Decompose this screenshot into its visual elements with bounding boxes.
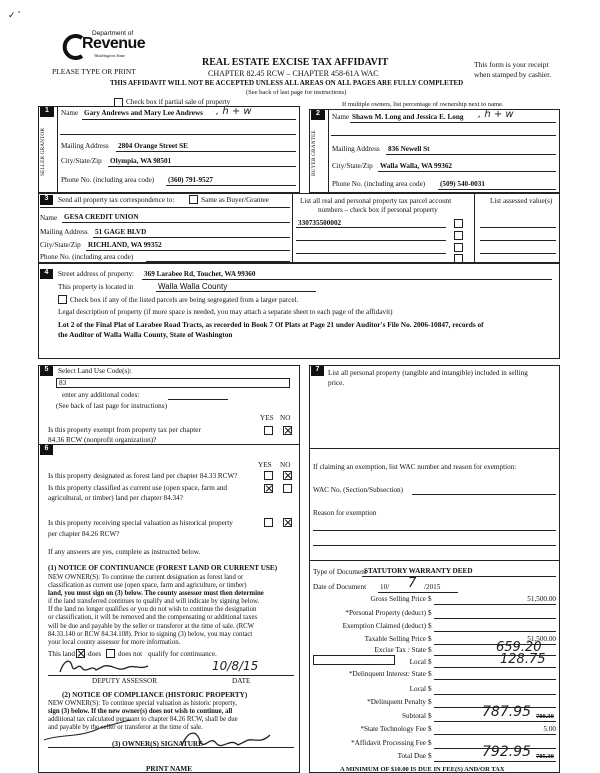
buyer-phone-label: Phone No. (including area code) <box>332 180 426 188</box>
exempt-question-1: Is this property exempt from property tax per chapter <box>48 426 201 434</box>
delinquent-penalty-label: *Delinquent Penalty <box>367 698 426 706</box>
corr-city-label: City/State/Zip <box>40 241 81 249</box>
street-label: Street address of property: <box>58 270 135 278</box>
total-dollar: $ <box>428 752 432 760</box>
historic-no-checkbox[interactable] <box>283 518 292 527</box>
exempt-yes-checkbox[interactable] <box>264 426 273 435</box>
s5-yes-header: YES <box>260 414 274 422</box>
send-correspondence-label: Send all property tax correspondence to: <box>58 196 175 204</box>
exemption-label: If claiming an exemption, list WAC number and reason for exemption: <box>313 463 517 471</box>
qualify-label: qualify for continuance. <box>148 650 217 658</box>
segregated-checkbox[interactable] <box>58 295 67 304</box>
seller-phone-label: Phone No. (including area code) <box>61 176 155 184</box>
tech-fee-label: *State Technology Fee <box>360 725 426 733</box>
form-title: REAL ESTATE EXCISE TAX AFFIDAVIT <box>202 57 389 68</box>
corr-addr: 51 GAGE BLVD <box>95 228 147 236</box>
multiple-owners-note: If multiple owners, list percentage of ownership next to name. <box>342 101 504 108</box>
date-label: DATE <box>232 677 251 685</box>
buyer-city-label: City/State/Zip <box>332 162 373 170</box>
parcel-header-2: numbers – check box if personal property <box>318 206 438 214</box>
current-use-yes-checkbox[interactable] <box>264 484 273 493</box>
s5-no-header: NO <box>280 414 291 422</box>
s6-no-header: NO <box>280 461 291 469</box>
corr-phone-label: Phone No. (including area code) <box>40 253 134 261</box>
parcel-header-1: List all real and personal property tax parcel account <box>300 197 452 205</box>
tech-fee-dollar: $ <box>428 725 432 733</box>
doc-type-label: Type of Document <box>313 568 367 576</box>
seller-addr: 2804 Orange Street SE <box>118 142 188 150</box>
section-1-number: 1 <box>40 107 54 117</box>
subtotal-label: Subtotal <box>402 712 426 720</box>
form-chapter: CHAPTER 82.45 RCW – CHAPTER 458-61A WAC <box>208 69 379 78</box>
buyer-side-label: BUYER GRANTEE <box>311 130 317 176</box>
taxable-label: Taxable Selling Price <box>364 635 426 643</box>
delinquent-interest-label: *Delinquent Interest: State <box>348 670 426 678</box>
print-name-label: PRINT NAME <box>146 765 192 773</box>
personal-dollar: $ <box>428 609 432 617</box>
notice-continuance-text: NEW OWNER(S): To continue the current designation as forest land or classification as current use (open space, farm and agriculture, or timber) land, you must sign on (3) below. The county assessor must then determine if the land transferred continues to qualify and will indicate by signing below. If the land no longer qualifies or you do not wish to continue the designation or classification, it will be removed and the compensating or additional taxes will be due and payable by the seller or transferor at the time of sale. (RCW 84.33.140 or RCW 84.34.108). Prior to signing (3) below, you may contact your local county assessor for more information. <box>48 574 264 646</box>
section-7-number: 7 <box>311 366 324 376</box>
s6-yes-header: YES <box>258 461 272 469</box>
receipt-note-2: when stamped by cashier. <box>474 70 552 79</box>
partial-sale-label: Check box if partial sale of property <box>126 98 231 106</box>
receipt-note-1: This form is your receipt <box>474 60 549 69</box>
gross-label: Gross Selling Price <box>370 595 426 603</box>
total-struck: 785.30 <box>536 753 554 760</box>
taxable-dollar: $ <box>428 635 432 643</box>
doc-date-month: 10/ <box>380 583 390 591</box>
historic-yes-checkbox[interactable] <box>264 518 273 527</box>
see-back-header: (See back of last page for instructions) <box>246 89 347 96</box>
section-2-number: 2 <box>311 110 325 120</box>
excise-state-value: 659.20 <box>496 640 542 655</box>
gross-value: 51,500.00 <box>527 595 556 603</box>
affidavit-fee-label: *Affidavit Processing Fee <box>351 739 426 747</box>
excise-state-dollar: $ <box>428 646 432 654</box>
section-3-number: 3 <box>40 195 53 205</box>
affidavit-fee-dollar: $ <box>428 739 432 747</box>
please-type: PLEASE TYPE OR PRINT <box>52 67 136 76</box>
wac-label: WAC No. (Section/Subsection) <box>313 486 404 494</box>
buyer-addr-label: Mailing Address <box>332 145 380 153</box>
current-use-question-1: Is this property classified as current use (open space, farm and <box>48 484 228 492</box>
form-warning: THIS AFFIDAVIT WILL NOT BE ACCEPTED UNLESS ALL AREAS ON ALL PAGES ARE FULLY COMPLETED <box>110 79 464 87</box>
buyer-city: Walla Walla, WA 99362 <box>380 162 453 170</box>
buyer-name-label: Name <box>332 113 350 121</box>
this-land-label: This land <box>48 650 75 658</box>
corr-name-label: Name <box>40 214 58 222</box>
land-use-see-back: (See back of last page for instructions) <box>56 402 167 410</box>
doc-type: STATUTORY WARRANTY DEED <box>364 567 473 575</box>
assessed-header: List assessed value(s) <box>490 197 553 205</box>
doc-date-day: 7 <box>408 576 417 591</box>
location-label: This property is located in <box>58 283 134 291</box>
does-label: does <box>88 650 102 658</box>
section-4-number: 4 <box>40 269 53 279</box>
seller-city: Olympia, WA 98501 <box>110 157 172 165</box>
legal-description-2: the Auditor of Walla Walla County, State of Washington <box>58 330 233 339</box>
doc-date-label: Date of Document <box>313 583 367 591</box>
historic-question-2: per chapter 84.26 RCW? <box>48 530 120 538</box>
street-address: 369 Larabee Rd, Touchet, WA 99360 <box>144 270 256 278</box>
personal-property-label-1: List all personal property (tangible and intangible) included in selling <box>328 369 528 377</box>
tech-fee-value: 5.00 <box>543 725 556 733</box>
doc-date-year: /2015 <box>424 583 441 591</box>
buyer-name: Shawn M. Long and Jessica E. Long <box>352 113 464 121</box>
land-use-input[interactable] <box>56 378 290 388</box>
delinquent-local-label: Local <box>409 685 426 693</box>
total-due-label: Total Due <box>397 752 426 760</box>
seller-name-label: Name <box>61 109 79 117</box>
delinq-local-dollar: $ <box>428 685 432 693</box>
total-handwritten: 792.95 <box>482 744 531 760</box>
seller-name: Gary Andrews and Mary Lee Andrews <box>84 109 203 117</box>
minimum-due-note: A MINIMUM OF $10.00 IS DUE IN FEE(S) AND/OR TAX <box>340 766 505 773</box>
deputy-assessor-label: DEPUTY ASSESSOR <box>92 677 158 685</box>
excise-state-label: Excise Tax : State <box>374 646 426 654</box>
subtotal-handwritten: 787.95 <box>482 704 531 720</box>
penalty-dollar: $ <box>428 698 432 706</box>
seller-addr-label: Mailing Address <box>61 142 109 150</box>
logo-dept: Department of <box>92 30 134 37</box>
historic-question-1: Is this property receiving special valuation as historical property <box>48 519 233 527</box>
legal-label: Legal description of property (if more space is needed, you may attach a separate sheet to each page of the affidavit) <box>58 308 393 316</box>
logo-name: Revenue <box>82 35 146 52</box>
buyer-phone: (509) 540-0031 <box>440 180 485 188</box>
notice-continuance-title: (1) NOTICE OF CONTINUANCE (FOREST LAND OR CURRENT USE) <box>48 564 278 572</box>
does-not-label: does not <box>118 650 143 658</box>
parcel-number: 330735500002 <box>298 219 342 227</box>
buyer-name-handwritten: , h + w <box>478 109 514 120</box>
gross-dollar: $ <box>428 595 432 603</box>
parcel-4-personal-checkbox[interactable] <box>454 254 463 263</box>
parcel-2-personal-checkbox[interactable] <box>454 231 463 240</box>
delinq-state-dollar: $ <box>428 670 432 678</box>
exemption-dollar: $ <box>428 622 432 630</box>
seller-side-label: SELLER GRANTOR <box>40 127 46 176</box>
forest-yes-checkbox[interactable] <box>264 471 273 480</box>
assessor-sign-date: 10/8/15 <box>212 659 259 673</box>
exempt-question-2: 84.36 RCW (nonprofit organization)? <box>48 436 157 444</box>
notice-compliance-title: (2) NOTICE OF COMPLIANCE (HISTORIC PROPERTY) <box>62 691 248 699</box>
land-use-label: Select Land Use Code(s): <box>58 367 132 375</box>
additional-codes-label: enter any additional codes: <box>62 391 140 399</box>
seller-name-handwritten: , h + w <box>216 106 252 117</box>
parcel-3-personal-checkbox[interactable] <box>454 243 463 252</box>
excise-local-label: Local <box>409 658 426 666</box>
location-county: Walla Walla County <box>158 282 228 291</box>
notice-compliance-text: NEW OWNER(S): To continue special valuation as historic property, sign (3) below. If the new owner(s) does not wish to continue, all additional tax calculated pursuant to chapter 84.26 RCW, shall be due and payable by the seller or transferor at the time of sale. <box>48 700 238 732</box>
segregated-label: Check box if any of the listed parcels are being segregated from a larger parcel. <box>70 296 299 304</box>
personal-property-label-2: price. <box>328 379 345 387</box>
subtotal-dollar: $ <box>428 712 432 720</box>
parcel-1-personal-checkbox[interactable] <box>454 219 463 228</box>
same-as-buyer-label: Same as Buyer/Grantee <box>201 196 269 204</box>
subtotal-struck: 780.30 <box>536 713 554 720</box>
buyer-addr: 836 Newell St <box>388 145 430 153</box>
land-use-value: 83 <box>59 379 67 387</box>
corr-name: GESA CREDIT UNION <box>64 213 139 221</box>
scan-mark: ✓ ˚ <box>8 10 21 20</box>
owner-signature-label: (3) OWNER(S) SIGNATURE <box>112 740 203 748</box>
answers-note: If any answers are yes, complete as instructed below. <box>48 548 201 556</box>
corr-city: RICHLAND, WA 99352 <box>88 241 162 249</box>
forest-no-checkbox[interactable] <box>283 471 292 480</box>
section-5-number: 5 <box>40 366 53 376</box>
current-use-no-checkbox[interactable] <box>283 484 292 493</box>
exemption-deduct-label: Exemption Claimed (deduct) <box>342 622 426 630</box>
taxable-value: 51,500.00 <box>527 635 556 643</box>
current-use-question-2: agricultural, or timber) land per chapter 84.34? <box>48 494 183 502</box>
excise-local-value: 128.75 <box>500 652 546 667</box>
personal-deduct-label: *Personal Property (deduct) <box>345 609 426 617</box>
section-6-number: 6 <box>40 445 53 455</box>
seller-city-label: City/State/Zip <box>61 157 102 165</box>
logo-state: Washington State <box>94 53 126 58</box>
legal-description-1: Lot 2 of the Final Plat of Larabee Road Tracts, as recorded in Book 7 Of Plats at Page 21 under Auditor's File No. 2006-10847, records of <box>58 320 484 329</box>
forest-question: Is this property designated as forest land per chapter 84.33 RCW? <box>48 472 238 480</box>
reason-label: Reason for exemption <box>313 509 377 517</box>
same-as-buyer-checkbox[interactable] <box>189 195 198 204</box>
exempt-no-checkbox[interactable] <box>283 426 292 435</box>
seller-phone: (360) 791-9527 <box>168 176 213 184</box>
excise-local-dollar: $ <box>428 658 432 666</box>
corr-addr-label: Mailing Address <box>40 228 88 236</box>
